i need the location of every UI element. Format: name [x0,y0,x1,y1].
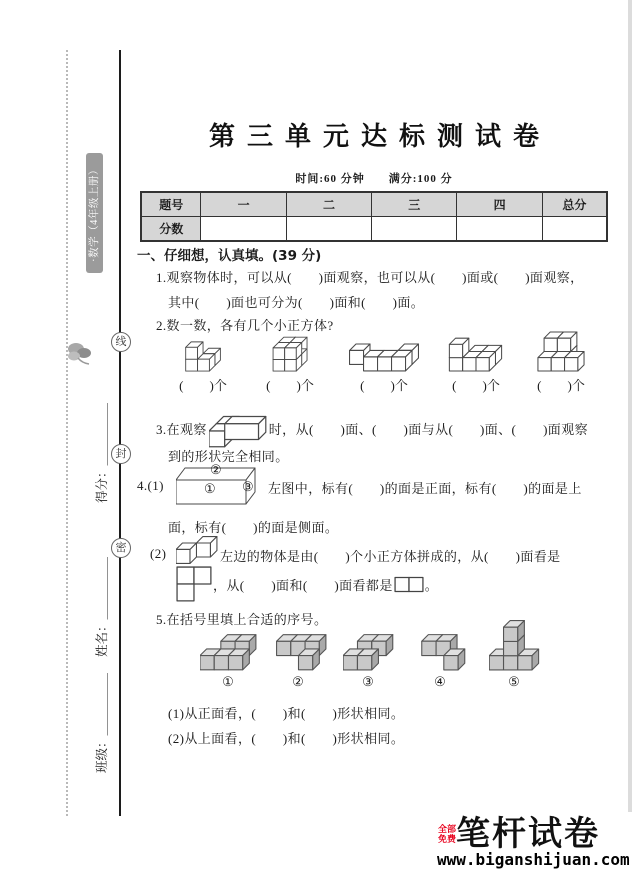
cube-cluster [536,330,587,372]
q5-figure-4 [408,624,472,690]
cube-cluster [269,330,312,372]
score-cell [372,217,457,242]
q3-figure [209,408,267,448]
seal-char-stamp: 线 [111,332,131,352]
seal-char-stamp: 封 [111,444,131,464]
q4-2-line2-pre: ，从( )面和( )面看都是 [213,577,393,593]
figure-number: ⑤ [508,674,520,689]
gray-cube-cluster [200,628,257,671]
figure-number: ③ [362,674,374,689]
q4-2-text: 左边的物体是由( )个小正方体拼成的，从( )面看是 [220,549,561,564]
q4-2-line2 [176,564,438,604]
gray-cube-cluster [270,628,327,671]
q3-text-pre: 3.在观察 [156,421,207,437]
time-score-meta: 时间:60 分钟 满分:100 分 [295,173,453,185]
q5-sub2: (2)从上面看，( )和( )形状相同。 [168,731,405,746]
q3-line1 [156,408,588,448]
score-cell [286,217,371,242]
two-square-answer-figure [394,576,424,593]
gray-cube-cluster [343,628,394,671]
l-shape-grid-figure [176,566,213,603]
header-cell: 题号 [141,192,201,217]
section-1-heading: 一、仔细想，认真填。(39 分) [137,248,322,264]
cube-cluster [349,330,419,372]
q3-line2: 到的形状完全相同。 [168,449,289,464]
figure-number: ④ [434,674,446,689]
cube-cluster [182,330,225,372]
watermark-url: www.biganshijuan.com [437,850,630,869]
name-field: 姓名：＿＿＿＿＿ [95,556,109,657]
seal-line [119,50,121,816]
q5-figure-1 [196,624,260,690]
face-label-side: ③ [242,479,254,494]
count-blank: ( )个 [360,378,408,393]
perforation-dotted-line [66,50,68,816]
gray-cube-cluster [489,614,540,671]
score-cell [457,217,542,242]
score-cell [201,217,286,242]
header-cell: 三 [372,192,457,217]
count-blank: ( )个 [452,378,500,393]
score-cell [542,217,607,242]
score-field: 得分：＿＿＿＿＿ [95,402,109,503]
score-row-label: 分数 [141,217,201,242]
q4-line2: 面，标有( )的面是侧面。 [168,520,339,535]
cube-cluster [448,330,504,372]
q3-text-post: 时，从( )面、( )面与从( )面、( )面观察 [268,421,588,437]
q4-2-prefix: (2) [150,546,167,561]
q4-2-figure [176,535,218,565]
table-row [141,192,607,217]
q5-figure-2 [266,624,330,690]
q4-prefix: 4.(1) [137,478,164,493]
q5-figure-5 [482,612,546,690]
scan-edge [628,0,632,812]
header-cell: 总分 [542,192,607,217]
flower-decoration-icon [64,340,94,368]
count-blank: ( )个 [266,378,314,393]
q2-prompt: 2.数一数，各有几个小正方体? [156,318,334,333]
q4-2-line2-post: 。 [424,577,439,593]
figure-number: ① [222,674,234,689]
count-blank: ( )个 [179,378,227,393]
free-label: 全部免费 [438,825,457,845]
q1-line1: 1.观察物体时，可以从( )面观察，也可以从( )面或( )面观察， [156,270,584,285]
q5-prompt: 5.在括号里填上合适的序号。 [156,612,328,627]
watermark-brand: 笔杆试卷 [456,814,600,854]
q5-sub1: (1)从正面看，( )和( )形状相同。 [168,706,405,721]
gray-cube-cluster [415,628,466,671]
q1-line2: 其中( )面也可分为( )面和( )面。 [168,295,425,310]
header-cell: 二 [286,192,371,217]
face-label-front: ① [204,481,216,496]
score-table [140,191,608,242]
page-title: 第三单元达标测试卷 [208,122,551,151]
figure-number: ② [292,674,304,689]
face-label-top: ② [210,462,222,477]
q2-figure-4 [434,330,518,394]
seal-char-stamp: 密 [111,538,131,558]
q4-text1: 左图中，标有( )的面是正面，标有( )的面是上 [268,481,582,496]
class-field: 班级：＿＿＿＿＿ [95,672,109,773]
q4-cuboid-figure [176,462,264,508]
book-badge: ·数学（4年级上册） [86,153,103,273]
header-cell: 四 [457,192,542,217]
q2-figure-2 [250,330,330,394]
header-cell: 一 [201,192,286,217]
table-row [141,217,607,242]
q5-figure-3 [336,624,400,690]
q2-figure-1 [163,330,243,394]
q2-figure-3 [336,330,432,394]
count-blank: ( )个 [537,378,585,393]
q2-figure-5 [518,330,604,394]
